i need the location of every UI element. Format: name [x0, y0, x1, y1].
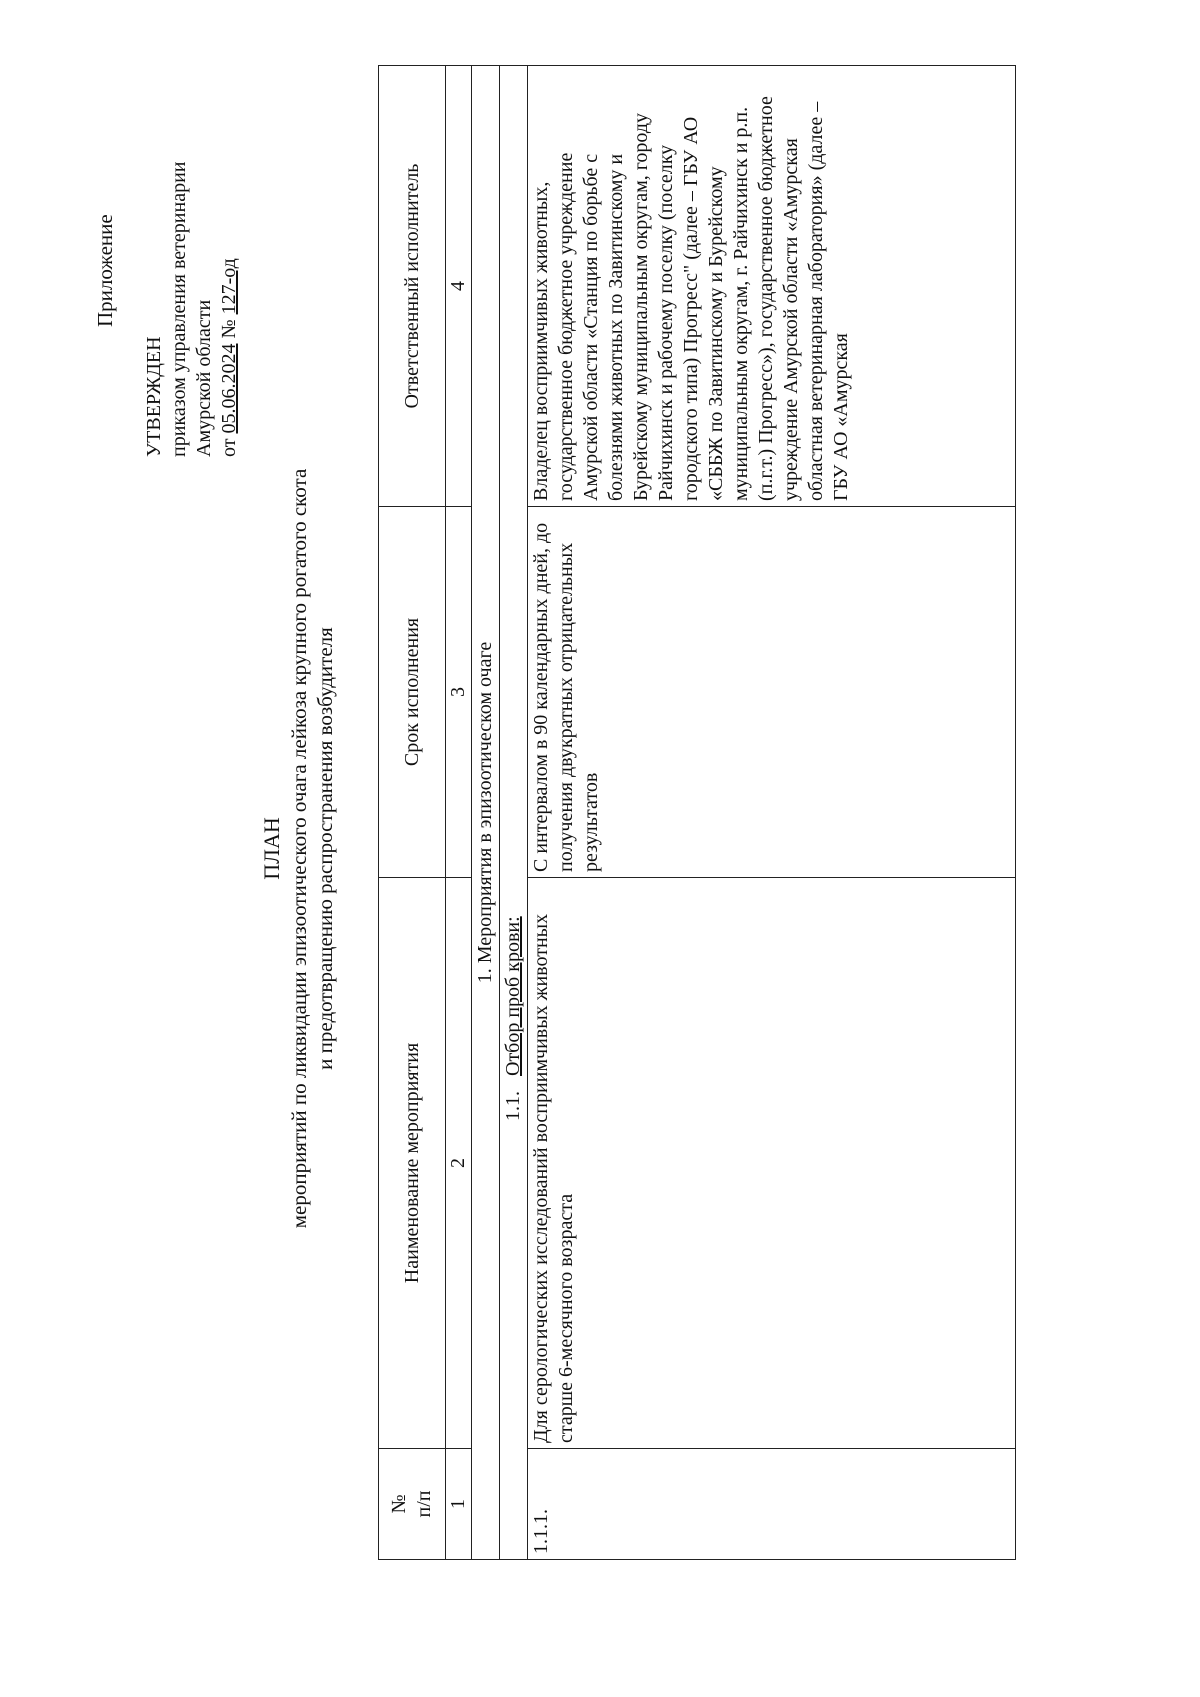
subsection-cell	[500, 66, 528, 1560]
table-header-row	[379, 66, 446, 1560]
column-number-3: 3	[446, 507, 472, 878]
plan-table	[378, 65, 1016, 1560]
section-row	[472, 66, 500, 1560]
section-title: 1. Мероприятия в эпизоотическом очаге	[472, 66, 500, 1560]
approval-line-2: Амурской области	[193, 299, 215, 457]
table-row	[528, 66, 1016, 1560]
plan-subtitle-line-1: мероприятий по ликвидации эпизоотического очага лейкоза крупного рогатого скота	[287, 468, 311, 1229]
column-number-1: 1	[446, 1449, 472, 1560]
approval-line-1: приказом управления ветеринарии	[168, 161, 190, 457]
approval-number-sign: №	[218, 319, 240, 339]
approval-date: 05.06.2024	[218, 343, 240, 434]
header-executor: Ответственный исполнитель	[379, 66, 446, 507]
column-numbers-row	[446, 66, 472, 1560]
approval-date-line	[217, 162, 242, 458]
appendix-label: Приложение	[93, 214, 117, 327]
subsection-row	[500, 66, 528, 1560]
row-number: 1.1.1.	[528, 1449, 1016, 1560]
column-number-4: 4	[446, 66, 472, 507]
subsection-title: Отбор проб крови:	[502, 916, 524, 1076]
approval-title: УТВЕРЖДЕН	[143, 336, 165, 457]
approval-block	[142, 162, 242, 458]
approval-number: 127-од	[218, 258, 240, 315]
column-number-2: 2	[446, 878, 472, 1449]
plan-subtitle	[286, 0, 339, 1697]
header-no	[379, 1449, 446, 1560]
subsection-number: 1.1.	[502, 1091, 524, 1121]
row-name: Для серологических исследований восприимчивых животных старше 6-месячного возраста	[528, 878, 1016, 1449]
plan-subtitle-line-2: и предотвращению распространения возбудителя	[313, 627, 338, 1070]
plan-title: ПЛАН	[259, 817, 284, 880]
header-no-text: № п/п	[388, 1490, 435, 1518]
header-term: Срок исполнения	[379, 507, 446, 878]
approval-from: от	[218, 438, 240, 457]
row-term: С интервалом в 90 календарных дней, до получения двукратных отрицательных результатов	[528, 507, 1016, 878]
header-name: Наименование мероприятия	[379, 878, 446, 1449]
row-executor: Владелец восприимчивых животных, государственное бюджетное учреждение Амурской области «Станция по борьбе с болезнями животных по Завитинскому и Бурейскому муниципальным округам, городу Райчихинск и рабочему поселку (поселку городского типа) Прогресс" (далее – ГБУ АО «СББЖ по Завитинскому и Бурейскому муниципальным округам, г. Райчихинск и р.п. (п.г.т.) Прогресс»), государственное бюджетное учреждение Амурской области «Амурская областная ветеринарная лаборатория» (далее – ГБУ АО «Амурская	[528, 66, 1016, 507]
